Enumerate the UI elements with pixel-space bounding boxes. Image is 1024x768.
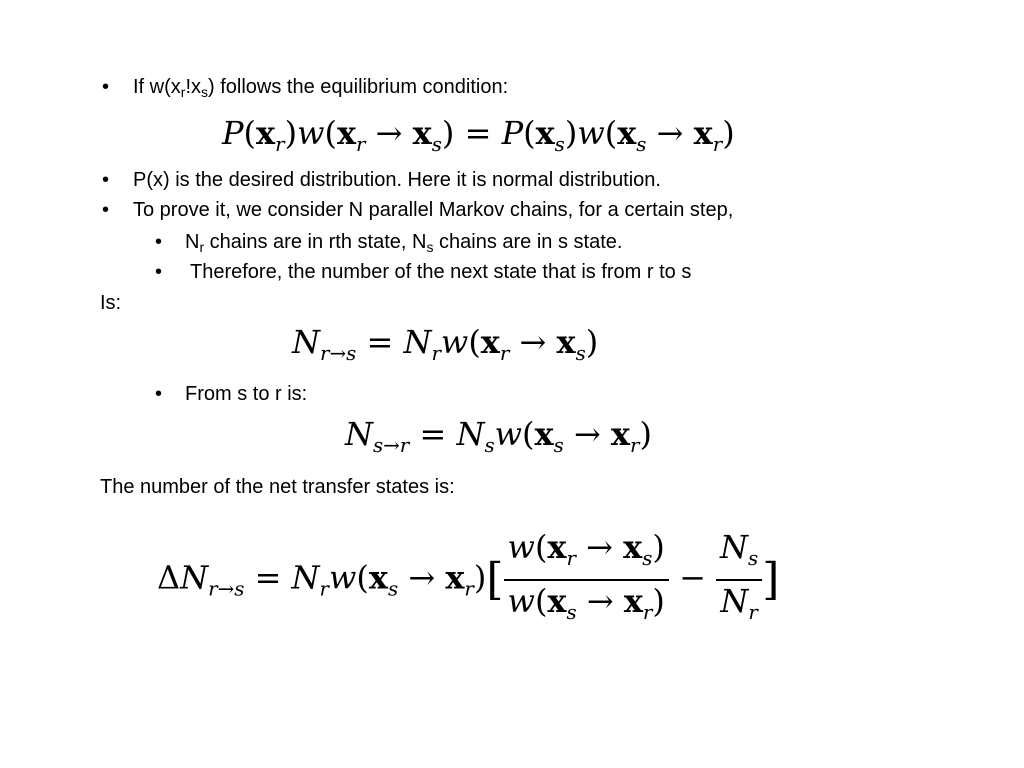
bullet-marker: •	[155, 231, 163, 253]
subscript: s	[201, 84, 209, 100]
subscript: r	[199, 239, 205, 255]
bullet-marker: •	[155, 261, 163, 283]
subbullet-next-state: Therefore, the number of the next state that is from r to s	[190, 261, 692, 283]
text: !x	[185, 76, 202, 98]
bullet-marker: •	[102, 199, 110, 221]
is-label: Is:	[100, 292, 122, 314]
fraction-w-ratio: $\frac{w(x_r \to x_s)}{w(x_s \to x_r)}$	[504, 527, 669, 633]
bullet-marker: •	[102, 169, 110, 191]
bullet-equilibrium-condition	[133, 75, 508, 104]
bullet-marker: •	[102, 76, 110, 98]
equation-net-transfer: $\Delta N_{r\to s} = N_rw(x_s \to x_r)$[ $\frac{w(x_r \to x_s)}{w(x_s \to x_r)}$ − $\frac{N_s}{N_r}$ ]	[157, 527, 779, 633]
text: chains are in rth state, N	[204, 231, 427, 253]
bullet-markov-chains: To prove it, we consider N parallel Markov chains, for a certain step,	[133, 199, 734, 221]
text: ) follows the equilibrium condition:	[208, 76, 509, 98]
bullet-marker: •	[155, 383, 163, 405]
subscript: s	[426, 239, 434, 255]
equation-detailed-balance: $P(x_r)w(x_r \to x_s) = P(x_s)w(x_s \to x_r)$	[222, 114, 735, 156]
equation-n-s-to-r: $N_{s\to r} = N_sw(x_s \to x_r)$	[345, 415, 652, 457]
equation-n-r-to-s: $N_{r\to s} = N_rw(x_r \to x_s)$	[292, 323, 599, 365]
bullet-desired-distribution: P(x) is the desired distribution. Here it is normal distribution.	[133, 169, 661, 191]
text: chains are in s state.	[433, 231, 623, 253]
text: If w(x	[133, 76, 181, 98]
text: N	[185, 231, 200, 253]
subbullet-from-s-to-r: From s to r is:	[185, 383, 308, 405]
subbullet-chain-states	[185, 230, 622, 259]
subscript: r	[180, 84, 186, 100]
fraction-n-ratio: $\frac{N_s}{N_r}$	[716, 527, 762, 633]
net-transfer-label: The number of the net transfer states is:	[100, 476, 455, 498]
